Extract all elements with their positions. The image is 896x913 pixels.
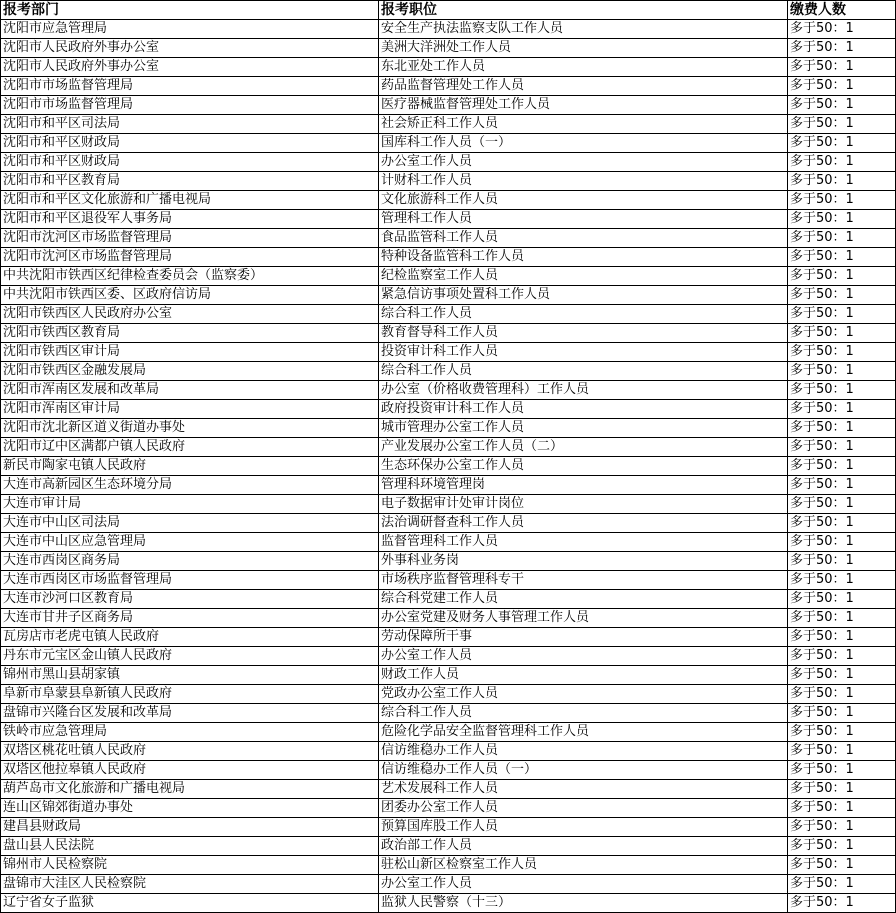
table-row: [1, 799, 896, 818]
fee-count-cell: 多于50：1: [788, 818, 896, 837]
table-row: [1, 894, 896, 913]
table-row: [1, 77, 896, 96]
table-row: [1, 685, 896, 704]
department-cell: 沈阳市和平区教育局: [1, 172, 379, 191]
position-cell: 办公室工作人员: [379, 875, 788, 894]
position-cell: 驻松山新区检察室工作人员: [379, 856, 788, 875]
department-cell: 沈阳市人民政府外事办公室: [1, 39, 379, 58]
department-cell: 沈阳市沈北新区道义街道办事处: [1, 419, 379, 438]
department-cell: 沈阳市浑南区审计局: [1, 400, 379, 419]
position-cell: 法治调研督查科工作人员: [379, 514, 788, 533]
position-cell: 监狱人民警察（十三）: [379, 894, 788, 913]
department-cell: 中共沈阳市铁西区纪律检查委员会（监察委）: [1, 267, 379, 286]
header-fee-count: 缴费人数: [788, 1, 896, 20]
table-row: [1, 400, 896, 419]
position-cell: 安全生产执法监察支队工作人员: [379, 20, 788, 39]
fee-count-cell: 多于50：1: [788, 267, 896, 286]
fee-count-cell: 多于50：1: [788, 191, 896, 210]
position-cell: 计财科工作人员: [379, 172, 788, 191]
fee-count-cell: 多于50：1: [788, 704, 896, 723]
fee-count-cell: 多于50：1: [788, 742, 896, 761]
position-cell: 财政工作人员: [379, 666, 788, 685]
department-cell: 沈阳市铁西区金融发展局: [1, 362, 379, 381]
table-row: [1, 704, 896, 723]
table-row: [1, 723, 896, 742]
fee-count-cell: 多于50：1: [788, 723, 896, 742]
position-cell: 管理科工作人员: [379, 210, 788, 229]
department-cell: 沈阳市沈河区市场监督管理局: [1, 229, 379, 248]
fee-count-cell: 多于50：1: [788, 514, 896, 533]
position-cell: 产业发展办公室工作人员（二）: [379, 438, 788, 457]
department-cell: 沈阳市和平区财政局: [1, 153, 379, 172]
fee-count-cell: 多于50：1: [788, 172, 896, 191]
department-cell: 沈阳市铁西区教育局: [1, 324, 379, 343]
department-cell: 锦州市人民检察院: [1, 856, 379, 875]
position-cell: 投资审计科工作人员: [379, 343, 788, 362]
table-row: [1, 609, 896, 628]
fee-count-cell: 多于50：1: [788, 248, 896, 267]
fee-count-cell: 多于50：1: [788, 115, 896, 134]
department-cell: 沈阳市铁西区审计局: [1, 343, 379, 362]
table-row: [1, 153, 896, 172]
fee-count-cell: 多于50：1: [788, 39, 896, 58]
department-cell: 大连市审计局: [1, 495, 379, 514]
position-cell: 团委办公室工作人员: [379, 799, 788, 818]
position-cell: 国库科工作人员（一）: [379, 134, 788, 153]
table-row: [1, 647, 896, 666]
table-row: [1, 495, 896, 514]
position-cell: 危险化学品安全监督管理科工作人员: [379, 723, 788, 742]
table-row: [1, 742, 896, 761]
table-row: [1, 20, 896, 39]
header-department: 报考部门: [1, 1, 379, 20]
fee-count-cell: 多于50：1: [788, 153, 896, 172]
position-cell: 政治部工作人员: [379, 837, 788, 856]
department-cell: 沈阳市和平区财政局: [1, 134, 379, 153]
table-row: [1, 134, 896, 153]
position-cell: 办公室党建及财务人事管理工作人员: [379, 609, 788, 628]
position-cell: 管理科环境管理岗: [379, 476, 788, 495]
fee-count-cell: 多于50：1: [788, 286, 896, 305]
table-row: [1, 761, 896, 780]
position-cell: 纪检监察室工作人员: [379, 267, 788, 286]
fee-count-cell: 多于50：1: [788, 381, 896, 400]
department-cell: 盘山县人民法院: [1, 837, 379, 856]
position-cell: 电子数据审计处审计岗位: [379, 495, 788, 514]
position-cell: 办公室工作人员: [379, 647, 788, 666]
position-cell: 生态环保办公室工作人员: [379, 457, 788, 476]
fee-count-cell: 多于50：1: [788, 647, 896, 666]
position-cell: 综合科党建工作人员: [379, 590, 788, 609]
fee-count-cell: 多于50：1: [788, 685, 896, 704]
position-cell: 预算国库股工作人员: [379, 818, 788, 837]
position-cell: 食品监管科工作人员: [379, 229, 788, 248]
fee-count-cell: 多于50：1: [788, 628, 896, 647]
table-row: [1, 457, 896, 476]
fee-count-cell: 多于50：1: [788, 552, 896, 571]
department-cell: 大连市中山区司法局: [1, 514, 379, 533]
fee-count-cell: 多于50：1: [788, 571, 896, 590]
table-row: [1, 305, 896, 324]
fee-count-cell: 多于50：1: [788, 761, 896, 780]
position-cell: 教育督导科工作人员: [379, 324, 788, 343]
position-cell: 东北亚处工作人员: [379, 58, 788, 77]
position-cell: 艺术发展科工作人员: [379, 780, 788, 799]
department-cell: 沈阳市辽中区满都户镇人民政府: [1, 438, 379, 457]
position-cell: 紧急信访事项处置科工作人员: [379, 286, 788, 305]
fee-count-cell: 多于50：1: [788, 438, 896, 457]
position-cell: 药品监督管理处工作人员: [379, 77, 788, 96]
position-cell: 办公室工作人员: [379, 153, 788, 172]
department-cell: 大连市中山区应急管理局: [1, 533, 379, 552]
table-row: [1, 343, 896, 362]
table-row: [1, 172, 896, 191]
table-row: [1, 666, 896, 685]
department-cell: 盘锦市兴隆台区发展和改革局: [1, 704, 379, 723]
table-row: [1, 96, 896, 115]
fee-count-cell: 多于50：1: [788, 58, 896, 77]
table-row: [1, 552, 896, 571]
table-row: [1, 875, 896, 894]
department-cell: 建昌县财政局: [1, 818, 379, 837]
department-cell: 辽宁省女子监狱: [1, 894, 379, 913]
fee-count-cell: 多于50：1: [788, 134, 896, 153]
department-cell: 丹东市元宝区金山镇人民政府: [1, 647, 379, 666]
department-cell: 沈阳市浑南区发展和改革局: [1, 381, 379, 400]
table-row: [1, 476, 896, 495]
table-row: [1, 286, 896, 305]
position-cell: 城市管理办公室工作人员: [379, 419, 788, 438]
position-cell: 党政办公室工作人员: [379, 685, 788, 704]
fee-count-cell: 多于50：1: [788, 400, 896, 419]
department-cell: 沈阳市市场监督管理局: [1, 77, 379, 96]
table-row: [1, 58, 896, 77]
fee-count-cell: 多于50：1: [788, 837, 896, 856]
department-cell: 沈阳市应急管理局: [1, 20, 379, 39]
table-row: [1, 248, 896, 267]
fee-count-cell: 多于50：1: [788, 362, 896, 381]
department-cell: 双塔区他拉皋镇人民政府: [1, 761, 379, 780]
fee-count-cell: 多于50：1: [788, 305, 896, 324]
position-cell: 市场秩序监督管理科专干: [379, 571, 788, 590]
table-row: [1, 324, 896, 343]
fee-count-cell: 多于50：1: [788, 875, 896, 894]
table-row: [1, 438, 896, 457]
department-cell: 新民市陶家屯镇人民政府: [1, 457, 379, 476]
table-row: [1, 514, 896, 533]
position-cell: 外事科业务岗: [379, 552, 788, 571]
table-row: [1, 191, 896, 210]
position-cell: 综合科工作人员: [379, 305, 788, 324]
fee-count-cell: 多于50：1: [788, 324, 896, 343]
table-row: [1, 267, 896, 286]
department-cell: 葫芦岛市文化旅游和广播电视局: [1, 780, 379, 799]
department-cell: 大连市西岗区商务局: [1, 552, 379, 571]
position-cell: 监督管理科工作人员: [379, 533, 788, 552]
position-cell: 文化旅游科工作人员: [379, 191, 788, 210]
position-cell: 办公室（价格收费管理科）工作人员: [379, 381, 788, 400]
position-cell: 特种设备监管科工作人员: [379, 248, 788, 267]
header-position: 报考职位: [379, 1, 788, 20]
department-cell: 盘锦市大洼区人民检察院: [1, 875, 379, 894]
fee-count-cell: 多于50：1: [788, 96, 896, 115]
position-cell: 综合科工作人员: [379, 362, 788, 381]
table-row: [1, 39, 896, 58]
department-cell: 大连市沙河口区教育局: [1, 590, 379, 609]
header-row: [1, 1, 896, 20]
fee-count-cell: 多于50：1: [788, 343, 896, 362]
table-row: [1, 837, 896, 856]
position-cell: 社会矫正科工作人员: [379, 115, 788, 134]
department-cell: 双塔区桃花吐镇人民政府: [1, 742, 379, 761]
fee-count-cell: 多于50：1: [788, 20, 896, 39]
table-body: [1, 20, 896, 913]
department-cell: 沈阳市铁西区人民政府办公室: [1, 305, 379, 324]
department-cell: 锦州市黑山县胡家镇: [1, 666, 379, 685]
fee-count-cell: 多于50：1: [788, 799, 896, 818]
table-row: [1, 229, 896, 248]
department-cell: 大连市高新园区生态环境分局: [1, 476, 379, 495]
table-row: [1, 381, 896, 400]
department-cell: 阜新市阜蒙县阜新镇人民政府: [1, 685, 379, 704]
position-cell: 综合科工作人员: [379, 704, 788, 723]
fee-count-cell: 多于50：1: [788, 495, 896, 514]
table-row: [1, 115, 896, 134]
department-cell: 沈阳市和平区退役军人事务局: [1, 210, 379, 229]
table-row: [1, 590, 896, 609]
fee-count-cell: 多于50：1: [788, 476, 896, 495]
table-row: [1, 571, 896, 590]
fee-count-cell: 多于50：1: [788, 77, 896, 96]
department-cell: 沈阳市市场监督管理局: [1, 96, 379, 115]
department-cell: 中共沈阳市铁西区委、区政府信访局: [1, 286, 379, 305]
fee-count-cell: 多于50：1: [788, 590, 896, 609]
table-row: [1, 362, 896, 381]
fee-count-cell: 多于50：1: [788, 533, 896, 552]
fee-count-cell: 多于50：1: [788, 780, 896, 799]
department-cell: 瓦房店市老虎屯镇人民政府: [1, 628, 379, 647]
table-row: [1, 419, 896, 438]
fee-count-cell: 多于50：1: [788, 894, 896, 913]
department-cell: 沈阳市人民政府外事办公室: [1, 58, 379, 77]
department-cell: 沈阳市沈河区市场监督管理局: [1, 248, 379, 267]
department-cell: 连山区锦郊街道办事处: [1, 799, 379, 818]
fee-count-cell: 多于50：1: [788, 419, 896, 438]
table-row: [1, 210, 896, 229]
fee-count-cell: 多于50：1: [788, 666, 896, 685]
department-cell: 铁岭市应急管理局: [1, 723, 379, 742]
position-cell: 劳动保障所干事: [379, 628, 788, 647]
position-cell: 信访维稳办工作人员: [379, 742, 788, 761]
fee-count-cell: 多于50：1: [788, 856, 896, 875]
department-cell: 沈阳市和平区司法局: [1, 115, 379, 134]
position-cell: 医疗器械监督管理处工作人员: [379, 96, 788, 115]
table-row: [1, 856, 896, 875]
fee-count-cell: 多于50：1: [788, 229, 896, 248]
fee-count-cell: 多于50：1: [788, 210, 896, 229]
department-cell: 大连市西岗区市场监督管理局: [1, 571, 379, 590]
department-cell: 沈阳市和平区文化旅游和广播电视局: [1, 191, 379, 210]
table-row: [1, 780, 896, 799]
fee-count-cell: 多于50：1: [788, 457, 896, 476]
position-cell: 政府投资审计科工作人员: [379, 400, 788, 419]
table-row: [1, 628, 896, 647]
table-row: [1, 533, 896, 552]
table-row: [1, 818, 896, 837]
position-cell: 美洲大洋洲处工作人员: [379, 39, 788, 58]
department-cell: 大连市甘井子区商务局: [1, 609, 379, 628]
position-cell: 信访维稳办工作人员（一）: [379, 761, 788, 780]
fee-count-cell: 多于50：1: [788, 609, 896, 628]
